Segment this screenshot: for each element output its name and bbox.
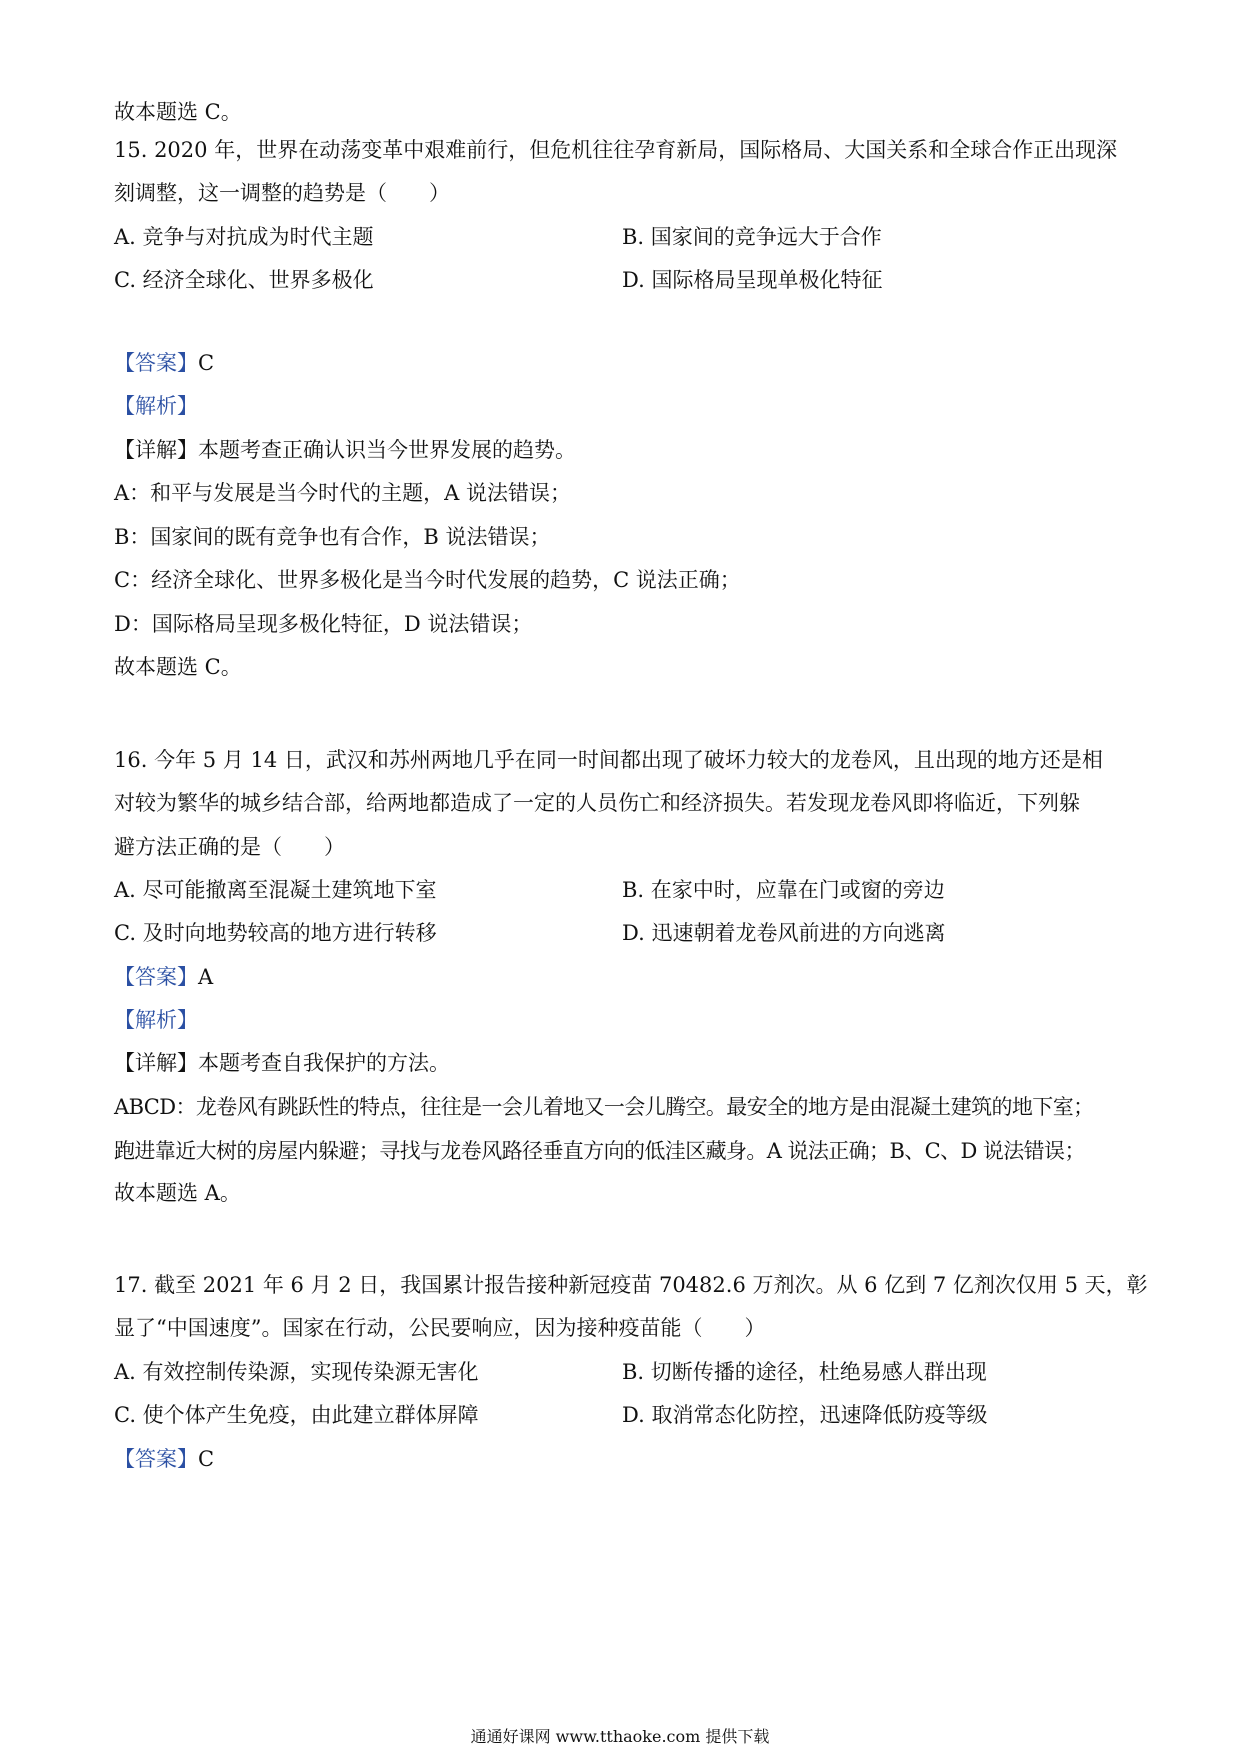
q15-stem-line-1: 15. 2020 年，世界在动荡变革中艰难前行，但危机往往孕育新局，国际格局、大国关系和全球合作正出现深 (114, 138, 1118, 162)
q16-option-d: D. 迅速朝着龙卷风前进的方向逃离 (622, 921, 946, 945)
answer-value: C (198, 1447, 215, 1471)
q15-conclusion: 故本题选 C。 (114, 655, 242, 679)
q17-option-c: C. 使个体产生免疫，由此建立群体屏障 (114, 1403, 479, 1427)
q15-option-a: A. 竞争与对抗成为时代主题 (114, 225, 374, 249)
q15-detail: 【详解】本题考查正确认识当今世界发展的趋势。 (114, 438, 576, 462)
q16-explain-line-1: ABCD：龙卷风有跳跃性的特点，往往是一会儿着地又一会儿腾空。最安全的地方是由混凝土建筑的地下室； (114, 1095, 1094, 1119)
q16-detail: 【详解】本题考查自我保护的方法。 (114, 1051, 450, 1075)
q16-answer (114, 962, 1128, 992)
answer-value: C (198, 351, 215, 375)
q16-option-a: A. 尽可能撤离至混凝土建筑地下室 (114, 878, 437, 902)
q16-explain-line-2: 跑进靠近大树的房屋内躲避；寻找与龙卷风路径垂直方向的低洼区藏身。A 说法正确；B、C、D 说法错误； (114, 1139, 1085, 1163)
q16-option-c: C. 及时向地势较高的地方进行转移 (114, 921, 437, 945)
q15-option-c: C. 经济全球化、世界多极化 (114, 268, 374, 292)
q15-option-b: B. 国家间的竞争远大于合作 (622, 225, 882, 249)
q15-answer (114, 348, 1128, 378)
q17-option-b: B. 切断传播的途径，杜绝易感人群出现 (622, 1360, 987, 1384)
answer-tag: 【答案】 (114, 1447, 198, 1471)
q15-explain-c: C：经济全球化、世界多极化是当今时代发展的趋势，C 说法正确； (114, 568, 741, 592)
q15-stem-line-2: 刻调整，这一调整的趋势是（ ） (114, 181, 450, 205)
q17-stem-line-2: 显了“中国速度”。国家在行动，公民要响应，因为接种疫苗能（ ） (114, 1316, 766, 1340)
q17-answer (114, 1444, 1128, 1474)
q15-option-d: D. 国际格局呈现单极化特征 (622, 268, 883, 292)
q17-option-a: A. 有效控制传染源，实现传染源无害化 (114, 1360, 479, 1384)
q16-analysis-tag: 【解析】 (114, 1008, 198, 1032)
q17-option-d: D. 取消常态化防控，迅速降低防疫等级 (622, 1403, 988, 1427)
q16-option-b: B. 在家中时，应靠在门或窗的旁边 (622, 878, 945, 902)
answer-tag: 【答案】 (114, 965, 198, 989)
q16-stem-line-1: 16. 今年 5 月 14 日，武汉和苏州两地几乎在同一时间都出现了破坏力较大的龙卷风，且出现的地方还是相 (114, 748, 1103, 772)
q16-conclusion: 故本题选 A。 (114, 1181, 241, 1205)
answer-tag: 【答案】 (114, 351, 198, 375)
q16-stem-line-3: 避方法正确的是（ ） (114, 835, 345, 859)
q15-explain-d: D：国际格局呈现多极化特征，D 说法错误； (114, 612, 533, 636)
q17-stem-line-1: 17. 截至 2021 年 6 月 2 日，我国累计报告接种新冠疫苗 70482.6 万剂次。从 6 亿到 7 亿剂次仅用 5 天，彰 (114, 1273, 1148, 1297)
answer-value: A (198, 965, 214, 989)
q16-stem-line-2: 对较为繁华的城乡结合部，给两地都造成了一定的人员伤亡和经济损失。若发现龙卷风即将临近，下列躲 (114, 791, 1080, 815)
q15-explain-a: A：和平与发展是当今时代的主题，A 说法错误； (114, 481, 572, 505)
q15-analysis-tag: 【解析】 (114, 394, 198, 418)
page-footer: 通通好课网 www.tthaoke.com 提供下载 (470, 1727, 770, 1746)
previous-conclusion: 故本题选 C。 (114, 100, 242, 124)
q15-explain-b: B：国家间的既有竞争也有合作，B 说法错误； (114, 525, 551, 549)
